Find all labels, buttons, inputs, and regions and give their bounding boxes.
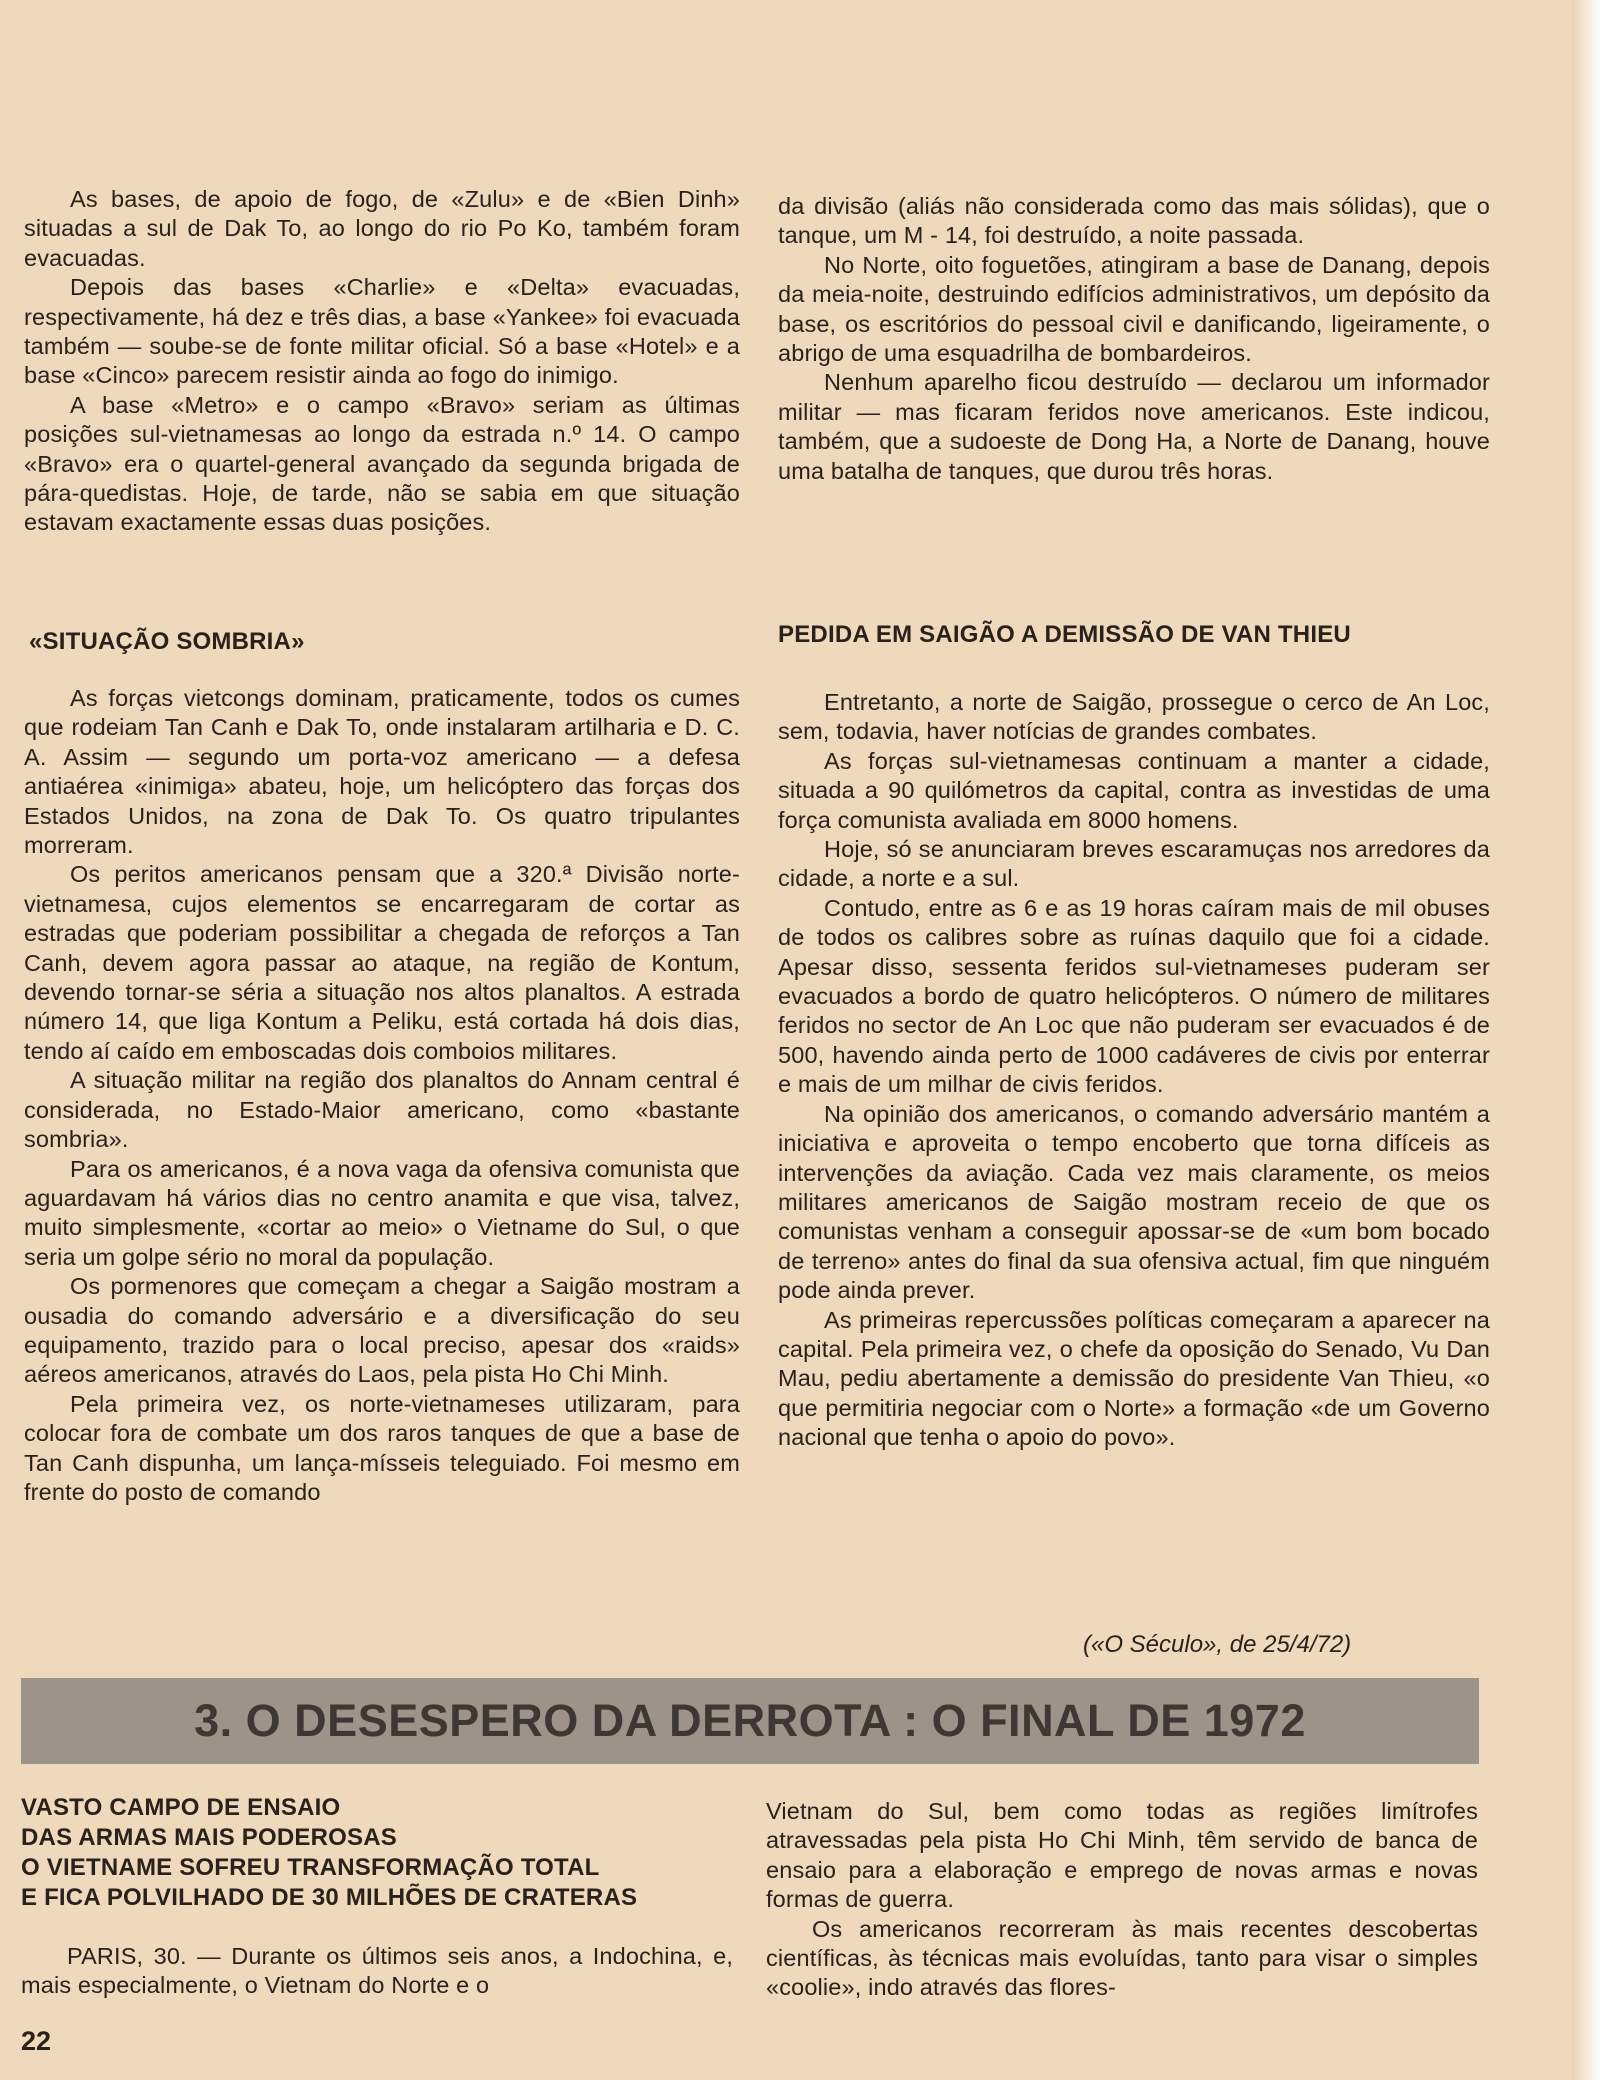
article1-col2-top xyxy=(778,192,1490,486)
paragraph: A base «Metro» e o campo «Bravo» seriam as últimas posições sul-vietnamesas ao longo da estrada n.º 14. O campo «Bravo» era o quartel-general avançado da segunda brigada de pára-quedistas. Hoje, de tarde, não se sabia em que situação estavam exactamente essas duas posições. xyxy=(24,391,740,536)
headline-line: VASTO CAMPO DE ENSAIO xyxy=(21,1794,341,1821)
section-heading-demissao: PEDIDA EM SAIGÃO A DEMISSÃO DE VAN THIEU xyxy=(778,621,1351,648)
article2-headline xyxy=(21,1793,741,1913)
paragraph: A situação militar na região dos planaltos do Annam central é considerada, no Estado-Maior americano, como «bastante sombria». xyxy=(24,1067,740,1153)
paragraph: PARIS, 30. — Durante os últimos seis anos, a Indochina, e, mais especialmente, o Vietnam do Norte e o xyxy=(21,1943,733,1999)
paragraph: Os peritos americanos pensam que a 320.ª Divisão norte-vietnamesa, cujos elementos se encarregaram de cortar as estradas que poderiam possibilitar a chegada de reforços a Tan Canh, devem agora passar ao ataque, na região de Kontum, devendo tornar-se séria a situação nos altos planaltos. A estrada número 14, que liga Kontum a Peliku, está cortada há dois dias, tendo aí caído em emboscadas dois comboios militares. xyxy=(24,861,740,1064)
section-heading-situacao-sombria: «SITUAÇÃO SOMBRIA» xyxy=(29,628,305,655)
paragraph: As forças vietcongs dominam, praticamente, todos os cumes que rodeiam Tan Canh e Dak To, onde instalaram artilharia e D. C. A. Assim — segundo um porta-voz americano — a defesa antiaérea «inimiga» abateu, hoje, um helicóptero das forças dos Estados Unidos, na zona de Dak To. Os quatro tripulantes morreram. xyxy=(24,685,740,859)
paragraph: Na opinião dos americanos, o comando adversário mantém a iniciativa e aproveita o tempo encoberto que torna difíceis as intervenções da aviação. Cada vez mais claramente, os meios militares americanos de Saigão mostram receio de que os comunistas venham a conseguir apossar-se de «um bom bocado de terreno» antes do final da sua ofensiva actual, fim que ninguém pode ainda prever. xyxy=(778,1100,1490,1304)
headline-line: DAS ARMAS MAIS PODEROSAS xyxy=(21,1824,397,1851)
paragraph: As forças sul-vietnamesas continuam a manter a cidade, situada a 90 quilómetros da capital, contra as investidas de uma força comunista avaliada em 8000 homens. xyxy=(778,747,1490,833)
paragraph: No Norte, oito foguetões, atingiram a base de Danang, depois da meia-noite, destruindo edifícios administrativos, um depósito da base, os escritórios do pessoal civil e danificando, ligeiramente, o abrigo de uma esquadrilha de bombardeiros. xyxy=(778,251,1490,367)
paragraph: Entretanto, a norte de Saigão, prossegue o cerco de An Loc, sem, todavia, haver notícias de grandes combates. xyxy=(778,689,1490,745)
paragraph: Para os americanos, é a nova vaga da ofensiva comunista que aguardavam há vários dias no centro anamita e que visa, talvez, muito simplesmente, «cortar ao meio» o Vietname do Sul, o que seria um golpe sério no moral da população. xyxy=(24,1155,740,1270)
article2-col1 xyxy=(21,1942,733,2001)
section-banner xyxy=(21,1678,1479,1764)
paragraph: Depois das bases «Charlie» e «Delta» evacuadas, respectivamente, há dez e três dias, a base «Yankee» foi evacuada também — soube-se de fonte militar oficial. Só a base «Hotel» e a base «Cinco» parecem resistir ainda ao fogo do inimigo. xyxy=(24,274,740,389)
paragraph: Pela primeira vez, os norte-vietnameses utilizaram, para colocar fora de combate um dos raros tanques de que a base de Tan Canh dispunha, um lança-mísseis teleguiado. Foi mesmo em frente do posto de comando xyxy=(24,1390,740,1505)
headline-line: E FICA POLVILHADO DE 30 MILHÕES DE CRATERAS xyxy=(21,1884,638,1911)
paragraph: Nenhum aparelho ficou destruído — declarou um informador militar — mas ficaram feridos nove americanos. Este indicou, também, que a sudoeste de Dong Ha, a Norte de Danang, houve uma batalha de tanques, que durou três horas. xyxy=(778,369,1490,484)
paragraph: Contudo, entre as 6 e as 19 horas caíram mais de mil obuses de todos os calibres sobre as ruínas daquilo que foi a cidade. Apesar disso, sessenta feridos sul-vietnameses puderam ser evacuados a bordo de quatro helicópteros. O número de militares feridos no sector de An Loc que não puderam ser evacuados é de 500, havendo ainda perto de 1000 cadáveres de civis por enterrar e mais de um milhar de civis feridos. xyxy=(778,894,1490,1098)
article1-col1-bottom xyxy=(24,684,740,1507)
section-banner-title: 3. O DESESPERO DA DERROTA : O FINAL DE 1972 xyxy=(194,1695,1306,1746)
paragraph: Hoje, só se anunciaram breves escaramuças nos arredores da cidade, a norte e a sul. xyxy=(778,836,1490,892)
headline-line: O VIETNAME SOFREU TRANSFORMAÇÃO TOTAL xyxy=(21,1854,600,1881)
source-citation: («O Século», de 25/4/72) xyxy=(1083,1631,1352,1658)
paragraph: Os pormenores que começam a chegar a Saigão mostram a ousadia do comando adversário e a diversificação do seu equipamento, trazido para o local preciso, apesar dos «raids» aéreos americanos, através do Laos, pela pista Ho Chi Minh. xyxy=(24,1273,740,1388)
paragraph: da divisão (aliás não considerada como das mais sólidas), que o tanque, um M - 14, foi destruído, a noite passada. xyxy=(778,193,1490,249)
page-edge xyxy=(1572,0,1600,2080)
article2-col2 xyxy=(766,1797,1478,2003)
article1-col2-bottom xyxy=(778,688,1490,1453)
paragraph: Os americanos recorreram às mais recentes descobertas científicas, às técnicas mais evoluídas, tanto para visar o simples «coolie», indo através das flores- xyxy=(766,1915,1478,2001)
article1-col1-top xyxy=(24,185,740,538)
paragraph: As primeiras repercussões políticas começaram a aparecer na capital. Pela primeira vez, o chefe da oposição do Senado, Vu Dan Mau, pediu abertamente a demissão do presidente Van Thieu, «o que permitiria negociar com o Norte» a formação «de um Governo nacional que tenha o apoio do povo». xyxy=(778,1306,1490,1451)
paragraph: Vietnam do Sul, bem como todas as regiões limítrofes atravessadas pela pista Ho Chi Minh, têm servido de banca de ensaio para a elaboração e emprego de novas armas e novas formas de guerra. xyxy=(766,1798,1478,1913)
page-number: 22 xyxy=(21,2026,52,2056)
paragraph: As bases, de apoio de fogo, de «Zulu» e de «Bien Dinh» situadas a sul de Dak To, ao longo do rio Po Ko, também foram evacuadas. xyxy=(24,186,740,271)
